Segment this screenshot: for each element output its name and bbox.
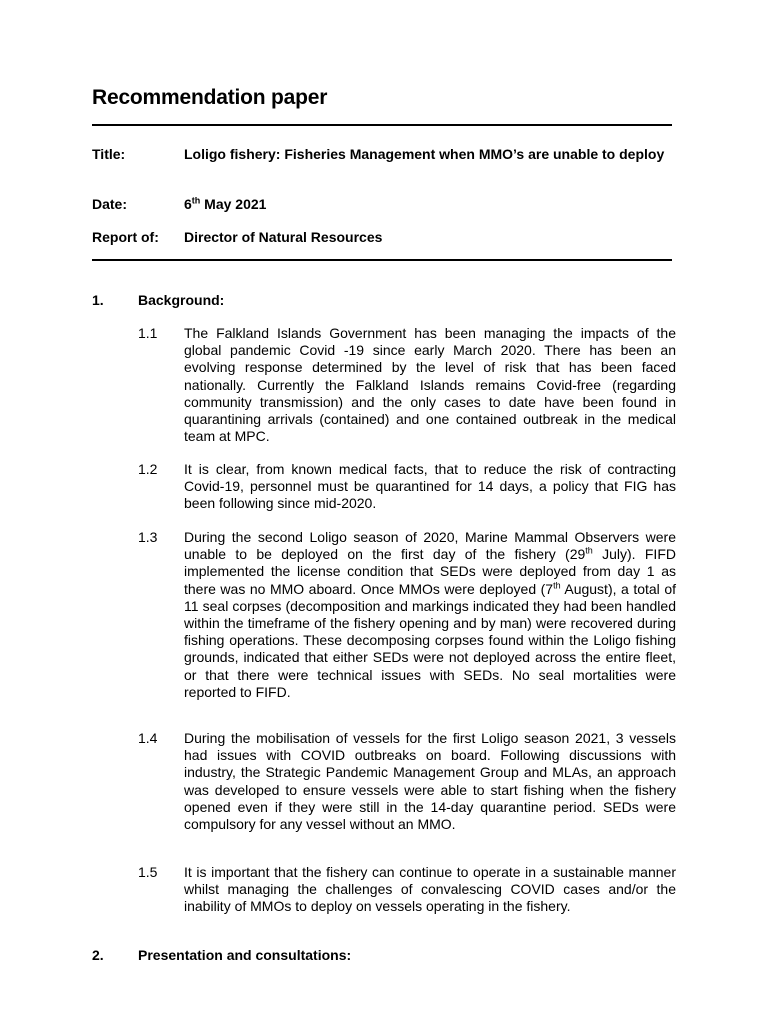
paragraph-number: 1.4 bbox=[138, 730, 158, 746]
paragraph-text: During the mobilisation of vessels for the first Loligo season 2021, 3 vessels had issues with COVID outbreaks on board. Following discussions with industry, the Strategic Pandemic Management Group and MLAs, an approach was developed to ensure vessels were able to start fishing when the fishery opened even if they were still in the 14-day quarantine period. SEDs were compulsory for any vessel without an MMO. bbox=[184, 730, 676, 833]
ordinal-suffix: th bbox=[585, 545, 593, 556]
report-value: Director of Natural Resources bbox=[184, 229, 383, 245]
paragraph-text-part: During the second Loligo season of 2020, Marine Mammal Observers were unable to be deployed on the first day of the fishery (29 bbox=[184, 529, 676, 563]
section-title: Presentation and consultations: bbox=[138, 947, 352, 963]
ordinal-suffix: th bbox=[553, 579, 561, 590]
date-value bbox=[184, 196, 674, 213]
bottom-divider bbox=[92, 259, 672, 261]
title-label: Title: bbox=[92, 146, 126, 162]
paragraph-number: 1.1 bbox=[138, 325, 158, 341]
date-ordinal-suffix: th bbox=[191, 195, 201, 206]
paragraph-text-part: July). FIFD implemented the license condition that SEDs were deployed from day 1 as there was no MMO aboard. Once MMOs were deployed (7 bbox=[184, 546, 676, 597]
date-day: 6 bbox=[184, 196, 192, 212]
title-value: Loligo fishery: Fisheries Management when MMO’s are unable to deploy bbox=[184, 146, 665, 162]
date-month-year: May 2021 bbox=[200, 196, 267, 212]
paragraph-number: 1.3 bbox=[138, 529, 158, 545]
section-title: Background: bbox=[138, 292, 225, 308]
paragraph-number: 1.2 bbox=[138, 461, 158, 477]
document-heading: Recommendation paper bbox=[92, 86, 328, 109]
paragraph-text: The Falkland Islands Government has been managing the impacts of the global pandemic Covid -19 since early March 2020. There has been an evolving response determined by the level of risk that has been faced nationally. Currently the Falkland Islands remains Covid-free (regarding community transmission) and the only cases to date have been found in quarantining arrivals (contained) and one contained outbreak in the medical team at MPC. bbox=[184, 325, 676, 445]
paragraph-text-part: August), a total of 11 seal corpses (decomposition and markings indicated they had been handled within the timeframe of the fishery opening and by man) were recovered during fishing operations. These decomposing corpses found within the Loligo fishing grounds, indicated that either SEDs were not deployed across the entire fleet, or that there were technical issues with SEDs. No seal mortalities were reported to FIFD. bbox=[184, 580, 676, 700]
paragraph-number: 1.5 bbox=[138, 864, 158, 880]
top-divider bbox=[92, 124, 672, 126]
paragraph-text: It is clear, from known medical facts, that to reduce the risk of contracting Covid-19, personnel must be quarantined for 14 days, a policy that FIG has been following since mid-2020. bbox=[184, 461, 676, 512]
report-label: Report of: bbox=[92, 229, 159, 245]
section-number: 1. bbox=[92, 292, 104, 308]
paragraph-text: It is important that the fishery can continue to operate in a sustainable manner whilst managing the challenges of convalescing COVID cases and/or the inability of MMOs to deploy on vessels operating in the fishery. bbox=[184, 864, 676, 915]
section-number: 2. bbox=[92, 947, 104, 963]
paragraph-text bbox=[184, 529, 676, 701]
date-label: Date: bbox=[92, 196, 128, 212]
